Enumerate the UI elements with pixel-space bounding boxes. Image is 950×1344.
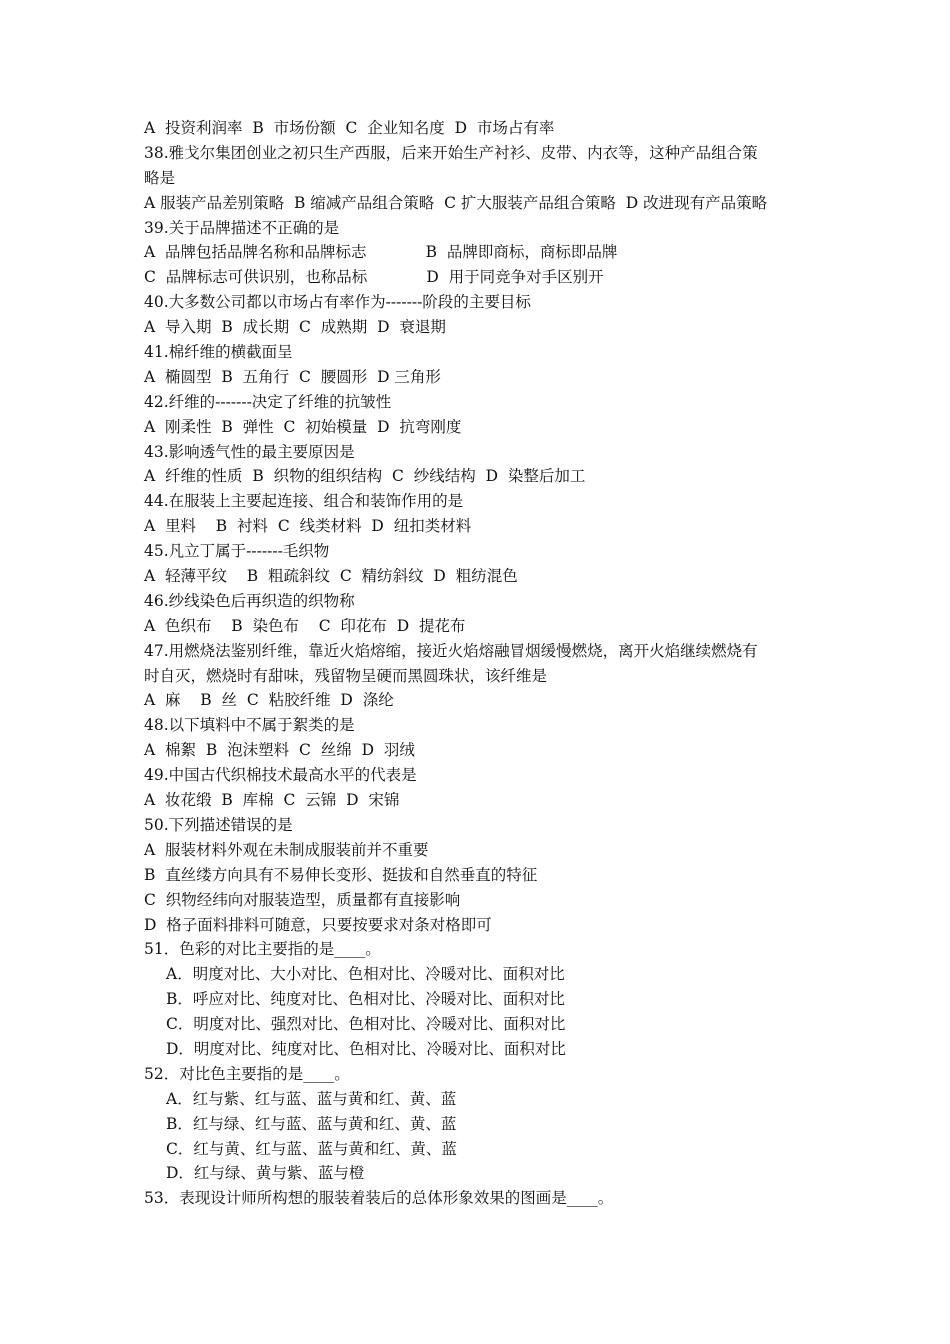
option-line: A．明度对比、大小对比、色相对比、冷暖对比、面积对比 [166,965,565,984]
text-line: 42.纤维的-------决定了纤维的抗皱性 [144,392,392,411]
text-line: 44.在服装上主要起连接、组合和装饰作用的是 [144,492,464,511]
text-line: 39.关于品牌描述不正确的是 [144,218,340,237]
text-line: 时自灭，燃烧时有甜味，残留物呈硬而黑圆珠状，该纤维是 [144,666,548,685]
text-line: A 里料 B 衬料 C 线类材料 D 纽扣类材料 [144,517,472,536]
text-line: A 妆花缎 B 库棉 C 云锦 D 宋锦 [144,791,400,810]
text-line: B 直丝缕方向具有不易伸长变形、挺拔和自然垂直的特征 [144,865,538,884]
option-line: D．明度对比、纯度对比、色相对比、冷暖对比、面积对比 [166,1039,566,1058]
text-line: 40.大多数公司都以市场占有率作为-------阶段的主要目标 [144,293,531,312]
text-line: 43.影响透气性的最主要原因是 [144,442,355,461]
text-line: C 织物经纬向对服装造型，质量都有直接影响 [144,890,461,909]
text-line: A 轻薄平纹 B 粗疏斜纹 C 精纺斜纹 D 粗纺混色 [144,567,518,586]
text-line: 50.下列描述错误的是 [144,815,293,834]
text-line: A 麻 B 丝 C 粘胶纤维 D 涤纶 [144,691,394,710]
text-line: A 服装产品差别策略 B 缩减产品组合策略 C 扩大服装产品组合策略 D 改进现有产品策略 [144,193,768,212]
text-line: 47.用燃烧法鉴别纤维，靠近火焰熔缩，接近火焰熔融冒烟缓慢燃烧，离开火焰继续燃烧有 [144,641,758,660]
text-line: A 品牌包括品牌名称和品牌标志 B 品牌即商标，商标即品牌 [144,243,618,262]
text-line: 45.凡立丁属于-------毛织物 [144,542,330,561]
text-line: A 色织布 B 染色布 C 印花布 D 提花布 [144,616,466,635]
text-line: 51．色彩的对比主要指的是____。 [144,940,381,959]
text-line: A 椭圆型 B 五角行 C 腰圆形 D 三角形 [144,367,441,386]
option-line: A．红与紫、红与蓝、蓝与黄和红、黄、蓝 [166,1089,457,1108]
text-line: 48.以下填料中不属于絮类的是 [144,716,355,735]
text-line: 52．对比色主要指的是____。 [144,1064,350,1083]
text-line: A 刚柔性 B 弹性 C 初始模量 D 抗弯刚度 [144,417,462,436]
text-line: 41.棉纤维的横截面呈 [144,343,293,362]
text-line: A 服装材料外观在未制成服装前并不重要 [144,840,429,859]
text-line: A 棉絮 B 泡沫塑料 C 丝绵 D 羽绒 [144,741,415,760]
text-line: 略是 [144,168,176,187]
text-line: A 纤维的性质 B 织物的组织结构 C 纱线结构 D 染整后加工 [144,467,586,486]
text-line: D 格子面料排料可随意，只要按要求对条对格即可 [144,915,492,934]
option-line: D．红与绿、黄与紫、蓝与橙 [166,1164,365,1183]
option-line: B．红与绿、红与蓝、蓝与黄和红、黄、蓝 [166,1114,457,1133]
option-line: C．红与黄、红与蓝、蓝与黄和红、黄、蓝 [166,1139,457,1158]
option-line: C．明度对比、强烈对比、色相对比、冷暖对比、面积对比 [166,1015,566,1034]
text-line: 53．表现设计师所构想的服装着装后的总体形象效果的图画是____。 [144,1189,614,1208]
document-body [144,116,824,1211]
text-line: A 投资利润率 B 市场份额 C 企业知名度 D 市场占有率 [144,119,555,137]
text-line: 38.雅戈尔集团创业之初只生产西服，后来开始生产衬衫、皮带、内衣等，这种产品组合策 [144,143,758,162]
option-line: B．呼应对比、纯度对比、色相对比、冷暖对比、面积对比 [166,990,565,1009]
text-line: C 品牌标志可供识别，也称品标 D 用于同竞争对手区别开 [144,268,604,287]
text-line: 46.纱线染色后再织造的织物称 [144,591,355,610]
text-line: A 导入期 B 成长期 C 成熟期 D 衰退期 [144,318,446,337]
text-line: 49.中国古代织棉技术最高水平的代表是 [144,766,417,785]
